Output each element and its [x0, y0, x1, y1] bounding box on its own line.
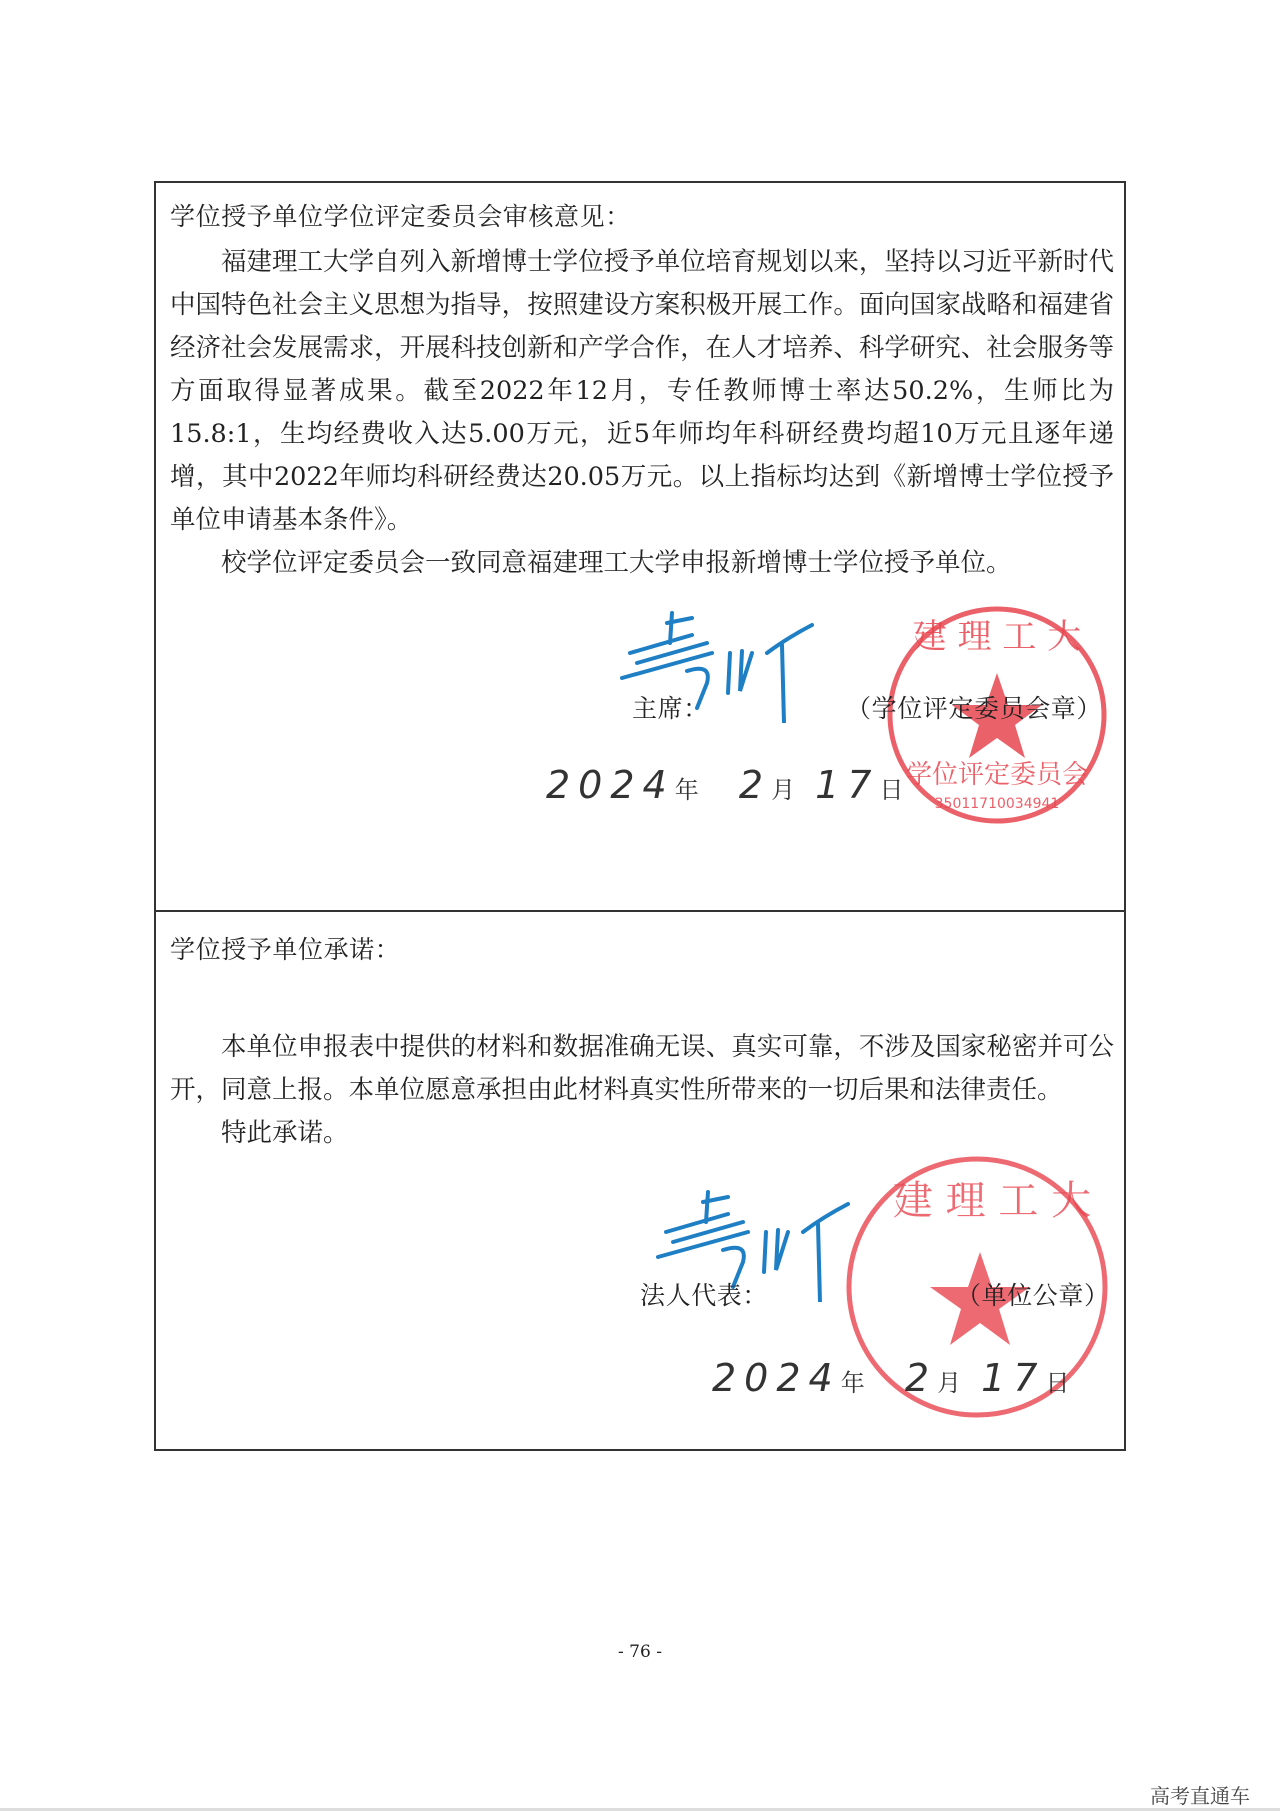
section-heading: 学位授予单位学位评定委员会审核意见：	[170, 202, 631, 231]
unit-seal-label: （单位公章）	[956, 1281, 1110, 1310]
commitment-date	[712, 1356, 1070, 1400]
approval-paragraph: 校学位评定委员会一致同意福建理工大学申报新增博士学位授予单位。	[221, 548, 1012, 578]
date-month: 2	[904, 1356, 938, 1400]
section-heading: 学位授予单位承诺：	[170, 935, 401, 964]
committee-review-section	[154, 181, 1126, 912]
date-year: 2024	[546, 763, 675, 807]
unit-commitment-section	[154, 910, 1126, 1451]
commitment-paragraph: 本单位申报表中提供的材料和数据准确无误、真实可靠，不涉及国家秘密并可公开，同意上报。本单位愿意承担由此材料真实性所带来的一切后果和法律责任。	[170, 1032, 1114, 1105]
review-paragraph: 福建理工大学自列入新增博士学位授予单位培育规划以来，坚持以习近平新时代中国特色社会主义思想为指导，按照建设方案积极开展工作。面向国家战略和福建省经济社会发展需求，开展科技创新和产学合作，在人才培养、科学研究、社会服务等方面取得显著成果。截至2022年12月，专任教师博士率达50.2%，生师比为15.8:1，生均经费收入达5.00万元，近5年师均年科研经费均超10万元且逐年递增，其中2022年师均科研经费达20.05万元。以上指标均达到《新增博士学位授予单位申请基本条件》。	[170, 247, 1114, 535]
date-day: 17	[815, 763, 880, 807]
month-unit: 月	[771, 776, 796, 804]
date-year: 2024	[712, 1356, 841, 1400]
month-unit: 月	[937, 1369, 962, 1397]
chairman-label: 主席：	[632, 694, 709, 723]
legal-rep-label: 法人代表：	[640, 1281, 769, 1310]
stamp-code: 35011710034941	[934, 796, 1060, 812]
committee-date	[546, 763, 904, 807]
watermark: 高考直通车	[1150, 1784, 1250, 1808]
stamp-university-name: 建 理 工 大	[892, 1178, 1092, 1224]
date-month: 2	[738, 763, 772, 807]
stamp-university-name: 建 理 工 大	[912, 617, 1082, 657]
day-unit: 日	[1045, 1369, 1070, 1397]
year-unit: 年	[674, 776, 699, 804]
day-unit: 日	[879, 776, 904, 804]
commitment-closing: 特此承诺。	[221, 1118, 349, 1148]
date-day: 17	[981, 1356, 1046, 1400]
committee-seal-label: （学位评定委员会章）	[846, 694, 1103, 723]
page-number: - 76 -	[618, 1642, 662, 1662]
review-text-block	[170, 197, 1114, 585]
year-unit: 年	[840, 1369, 865, 1397]
stamp-committee-text: 学位评定委员会	[905, 760, 1089, 790]
commitment-text-block	[170, 930, 1114, 1155]
